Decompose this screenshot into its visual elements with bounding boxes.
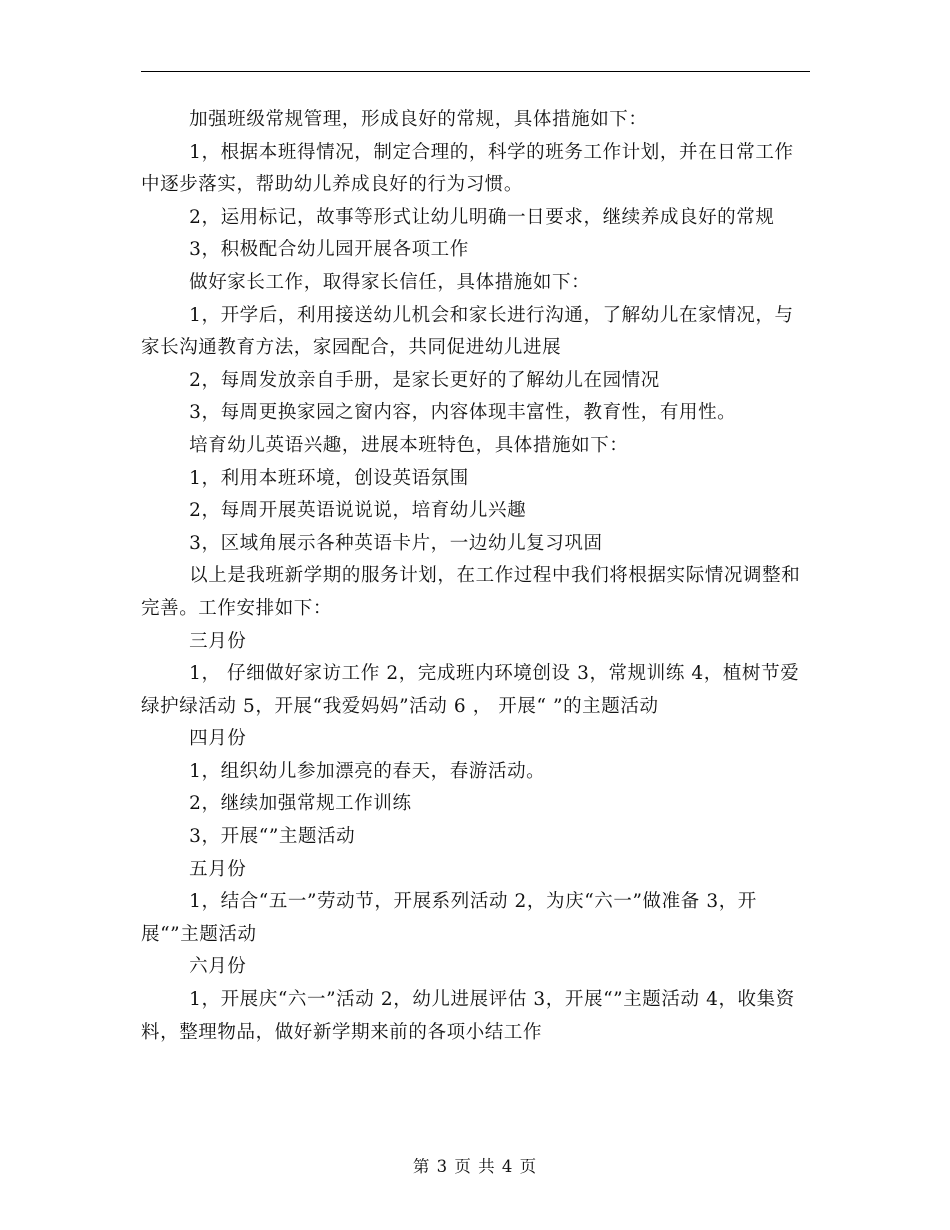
paragraph: 2，每周发放亲自手册，是家长更好的了解幼儿在园情况 [189, 369, 660, 391]
paragraph: 做好家长工作，取得家长信任，具体措施如下： [189, 271, 591, 293]
paragraph: 1， 仔细做好家访工作 2，完成班内环境创设 3，常规训练 4，植树节爱绿护绿活动 5，开展“我爱妈妈”活动 6 ， 开展“ ”的主题活动 [141, 663, 800, 717]
paragraph: 3，开展“”主题活动 [189, 826, 356, 848]
paragraph: 1，开展庆“六一”活动 2，幼儿进展评估 3，开展“”主题活动 4，收集资料，整理物品，做好新学期来前的各项小结工作 [141, 989, 795, 1043]
paragraph: 3，每周更换家园之窗内容，内容体现丰富性，教育性，有用性。 [189, 402, 737, 424]
page-number-footer: 第 3 页 共 4 页 [412, 1157, 538, 1176]
paragraph: 3，区域角展示各种英语卡片，一边幼儿复习巩固 [189, 532, 603, 554]
paragraph: 培育幼儿英语兴趣，进展本班特色，具体措施如下： [189, 434, 629, 456]
paragraph: 3，积极配合幼儿园开展各项工作 [189, 239, 469, 261]
paragraph: 1，利用本班环境，创设英语氛围 [189, 467, 469, 489]
paragraph: 以上是我班新学期的服务计划，在工作过程中我们将根据实际情况调整和完善。工作安排如下： [141, 565, 801, 619]
paragraph: 2，运用标记，故事等形式让幼儿明确一日要求，继续养成良好的常规 [189, 206, 775, 228]
paragraph: 1，组织幼儿参加漂亮的春天，春游活动。 [189, 760, 546, 782]
document-body [141, 104, 810, 1049]
paragraph: 2，继续加强常规工作训练 [189, 793, 412, 815]
paragraph: 1，结合“五一”劳动节，开展系列活动 2，为庆“六一”做准备 3，开展“”主题活动 [141, 891, 757, 945]
month-heading: 六月份 [189, 956, 247, 978]
month-heading: 四月份 [189, 728, 247, 750]
header-rule [141, 71, 810, 72]
month-heading: 五月份 [189, 858, 247, 880]
month-heading: 三月份 [189, 630, 247, 652]
paragraph: 1，根据本班得情况，制定合理的，科学的班务工作计划，并在日常工作中逐步落实，帮助幼儿养成良好的行为习惯。 [141, 141, 794, 196]
paragraph: 加强班级常规管理，形成良好的常规，具体措施如下： [189, 109, 648, 130]
paragraph: 1，开学后，利用接送幼儿机会和家长进行沟通，了解幼儿在家情况，与家长沟通教育方法，家园配合，共同促进幼儿进展 [141, 304, 794, 359]
paragraph: 2，每周开展英语说说说，培育幼儿兴趣 [189, 500, 527, 522]
